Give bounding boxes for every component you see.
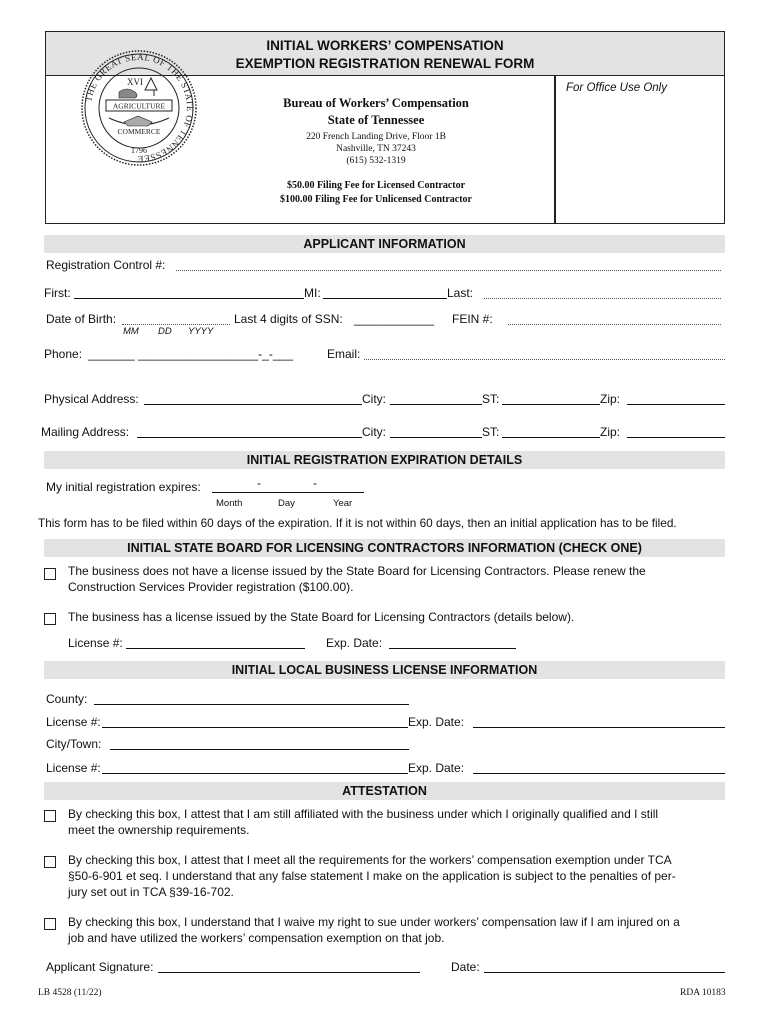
address-line2: Nashville, TN 37243	[336, 144, 416, 154]
signature-date-label: Date:	[451, 960, 480, 974]
physical-state-label: ST:	[482, 392, 500, 406]
attest-waiver-line2: job and have utilized the workers’ compensation exemption on that job.	[68, 931, 445, 945]
county-exp-date-field[interactable]	[473, 715, 725, 728]
city-license-field[interactable]	[102, 761, 408, 774]
fee-licensed: $50.00 Filing Fee for Licensed Contractor	[286, 180, 466, 191]
physical-zip-field[interactable]	[627, 392, 725, 405]
dob-yyyy-hint: YYYY	[188, 326, 214, 337]
no-license-line2: Construction Services Provider registration ($100.00).	[68, 580, 354, 594]
dob-label: Date of Birth:	[46, 312, 117, 326]
form-number: LB 4528 (11/22)	[38, 988, 102, 998]
expires-label: My initial registration expires:	[46, 480, 201, 494]
attest-waiver-checkbox[interactable]	[44, 918, 56, 930]
section-applicant-information: APPLICANT INFORMATION	[44, 235, 725, 253]
fein-label: FEIN #:	[452, 312, 493, 326]
physical-address-field[interactable]	[144, 392, 362, 405]
expiration-month-hint: Month	[216, 498, 243, 509]
phone-label: Phone:	[44, 347, 83, 361]
dob-mm-hint: MM	[123, 326, 139, 337]
office-use-divider	[554, 76, 556, 223]
attest-affiliation-checkbox[interactable]	[44, 810, 56, 822]
section-state-board: INITIAL STATE BOARD FOR LICENSING CONTRACTORS INFORMATION (CHECK ONE)	[44, 539, 725, 557]
board-exp-date-field[interactable]	[389, 636, 516, 649]
attest-affiliation-line2: meet the ownership requirements.	[68, 823, 250, 837]
attest-requirements-line3: jury set out in TCA §39-16-702.	[68, 885, 234, 899]
mailing-zip-label: Zip:	[600, 425, 621, 439]
has-license-text: The business has a license issued by the State Board for Licensing Contractors (details below).	[68, 610, 575, 624]
expiration-day-hint: Day	[278, 498, 295, 509]
dob-dd-hint: DD	[158, 326, 172, 337]
mailing-address-label: Mailing Address:	[41, 425, 130, 439]
physical-zip-label: Zip:	[600, 392, 621, 406]
has-license-checkbox[interactable]	[44, 613, 56, 625]
registration-control-field[interactable]	[176, 258, 721, 271]
section-attestation: ATTESTATION	[44, 782, 725, 800]
board-exp-date-label: Exp. Date:	[326, 636, 383, 650]
expiration-year-hint: Year	[333, 498, 353, 509]
physical-state-field[interactable]	[502, 392, 600, 405]
mailing-city-field[interactable]	[390, 425, 482, 438]
attest-requirements-line1: By checking this box, I attest that I meet all the requirements for the workers’ compensation exemption under TCA	[68, 853, 672, 867]
rda-number: RDA 10183	[680, 988, 726, 998]
physical-city-label: City:	[362, 392, 386, 406]
phone-field[interactable]: _______ __________________-_-___	[88, 347, 293, 361]
county-field[interactable]	[94, 692, 409, 705]
bureau-name: Bureau of Workers’ Compensation	[283, 96, 469, 110]
mailing-state-label: ST:	[482, 425, 500, 439]
city-exp-date-field[interactable]	[473, 761, 725, 774]
county-exp-date-label: Exp. Date:	[408, 715, 465, 729]
filing-deadline-notice: This form has to be filed within 60 days of the expiration. If it is not within 60 days, then an initial application has to be filed.	[38, 516, 677, 530]
signature-field[interactable]	[158, 960, 420, 973]
form-title-line1: INITIAL WORKERS’ COMPENSATION	[266, 38, 504, 53]
county-license-field[interactable]	[102, 715, 408, 728]
section-expiration-details: INITIAL REGISTRATION EXPIRATION DETAILS	[44, 451, 725, 469]
attest-waiver-line1: By checking this box, I understand that I waive my right to sue under workers’ compensation law if I am injured on a	[68, 915, 680, 929]
city-town-label: City/Town:	[46, 737, 102, 751]
attest-affiliation-text	[68, 806, 723, 838]
dob-field[interactable]	[122, 312, 230, 325]
seal-agriculture: AGRICULTURE	[112, 101, 166, 111]
board-license-field[interactable]	[126, 636, 305, 649]
section-local-business-license: INITIAL LOCAL BUSINESS LICENSE INFORMATION	[44, 661, 725, 679]
form-title-line2: EXEMPTION REGISTRATION RENEWAL FORM	[235, 56, 535, 71]
last-name-label: Last:	[447, 286, 474, 300]
address-line1: 220 French Landing Drive, Floor 1B	[306, 132, 446, 142]
state-name: State of Tennessee	[327, 113, 425, 127]
no-license-text	[68, 563, 718, 595]
expiration-date-field[interactable]	[212, 480, 364, 493]
last-name-field[interactable]	[484, 286, 721, 299]
mailing-zip-field[interactable]	[627, 425, 725, 438]
attest-affiliation-line1: By checking this box, I attest that I am still affiliated with the business under which I originally qualified and I still	[68, 807, 659, 821]
seal-year: 1796	[131, 146, 147, 155]
city-town-field[interactable]	[110, 737, 409, 750]
county-license-label: License #:	[46, 715, 101, 729]
middle-initial-label: MI:	[304, 286, 321, 300]
seal-ring-text: THE GREAT SEAL OF THE STATE OF TENNESSEE	[83, 51, 196, 165]
first-name-field[interactable]	[74, 286, 304, 299]
attest-requirements-checkbox[interactable]	[44, 856, 56, 868]
attest-requirements-line2: §50-6-901 et seq. I understand that any false statement I make on the application is subject to the penalties of per-	[68, 869, 676, 883]
email-label: Email:	[327, 347, 361, 361]
mailing-address-field[interactable]	[137, 425, 362, 438]
physical-city-field[interactable]	[390, 392, 482, 405]
attest-waiver-text	[68, 914, 723, 946]
middle-initial-field[interactable]	[323, 286, 447, 299]
first-name-label: First:	[44, 286, 71, 300]
mailing-city-label: City:	[362, 425, 386, 439]
seal-commerce: COMMERCE	[117, 127, 161, 136]
signature-label: Applicant Signature:	[46, 960, 154, 974]
form-header-box	[45, 31, 725, 224]
no-license-checkbox[interactable]	[44, 568, 56, 580]
fee-unlicensed: $100.00 Filing Fee for Unlicensed Contractor	[279, 194, 472, 205]
registration-control-label: Registration Control #:	[46, 258, 166, 272]
city-license-label: License #:	[46, 761, 101, 775]
ssn-label: Last 4 digits of SSN:	[234, 312, 343, 326]
signature-date-field[interactable]	[484, 960, 725, 973]
expiration-dash-1: -	[257, 476, 261, 490]
mailing-state-field[interactable]	[502, 425, 600, 438]
office-use-label: For Office Use Only	[566, 82, 667, 94]
seal-roman: XVI	[127, 77, 143, 87]
board-license-label: License #:	[68, 636, 123, 650]
bureau-phone: (615) 532-1319	[346, 156, 406, 166]
attest-requirements-text	[68, 852, 723, 900]
city-exp-date-label: Exp. Date:	[408, 761, 465, 775]
email-field[interactable]	[364, 347, 725, 360]
ssn-field[interactable]: ____________	[354, 312, 435, 326]
expiration-dash-2: -	[313, 476, 317, 490]
no-license-line1: The business does not have a license issued by the State Board for Licensing Contractors. Please renew the	[68, 564, 646, 578]
physical-address-label: Physical Address:	[44, 392, 139, 406]
tennessee-seal-icon	[79, 48, 199, 168]
county-label: County:	[46, 692, 88, 706]
fein-field[interactable]	[508, 312, 721, 325]
bureau-info	[251, 96, 501, 207]
